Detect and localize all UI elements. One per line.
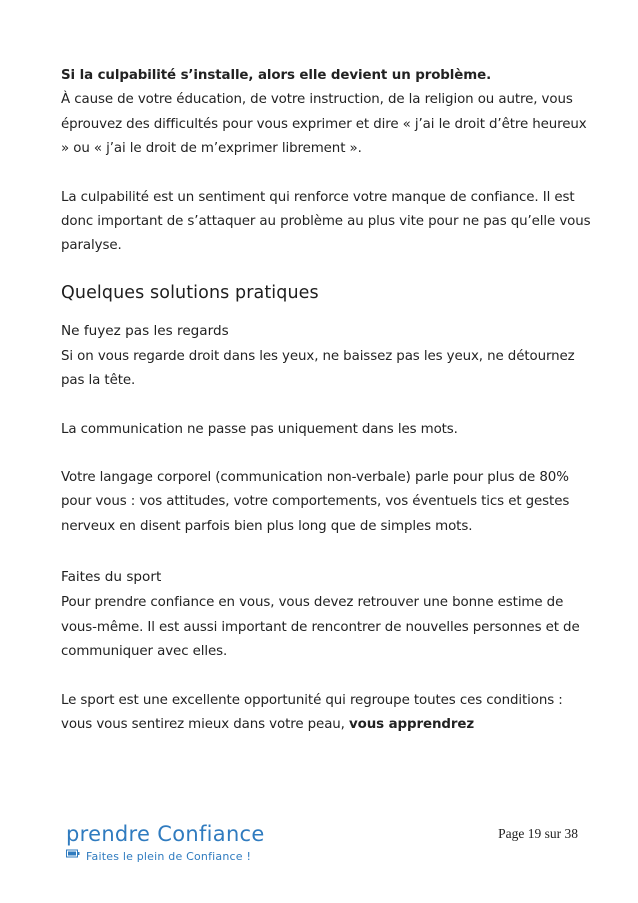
paragraph-regards-2: La communication ne passe pas uniquement dans les mots.: [61, 421, 458, 437]
paragraph-sport-1: Pour prendre confiance en vous, vous devez retrouver une bonne estime de vous-même. Il est aussi important de rencontrer de nouvelles personnes et de communiquer avec elles.: [61, 595, 580, 660]
footer-logo: [66, 822, 286, 870]
paragraph-text: À cause de votre éducation, de votre instruction, de la religion ou autre, vous éprouvez des difficultés pour vous exprimer et dire « j’ai le droit d’être heureux » ou « j’ai le droit de m’exprimer librement ».: [61, 92, 587, 157]
battery-icon: [66, 849, 80, 858]
page-number: Page 19 sur 38: [498, 826, 578, 841]
paragraph-bold-end: vous apprendrez: [349, 716, 475, 732]
paragraph-sport-2: [61, 689, 591, 738]
paragraph-regards-1: Si on vous regarde droit dans les yeux, ne baissez pas les yeux, ne détournez pas la tête.: [61, 348, 575, 389]
paragraph-text: Le sport est une excellente opportunité qui regroupe toutes ces conditions : vous vous sentirez mieux dans votre peau,: [61, 692, 563, 732]
paragraph-guilt-intro: [61, 64, 591, 162]
subsection-title-regards: Ne fuyez pas les regards: [61, 322, 229, 339]
section-title: Quelques solutions pratiques: [61, 282, 319, 303]
paragraph-regards-3: Votre langage corporel (communication non-verbale) parle pour plus de 80% pour vous : vos attitudes, votre comportements, vos éventuels tics et gestes nerveux en disent parfois bien plus long que de simples mots.: [61, 470, 570, 534]
logo-wordmark: prendre Confiance: [66, 822, 265, 846]
paragraph-bold-lead: Si la culpabilité s’installe, alors elle devient un problème.: [61, 68, 492, 83]
page-content: [61, 64, 591, 737]
subsection-title-sport: Faites du sport: [61, 569, 162, 586]
logo-tagline: Faites le plein de Confiance !: [86, 850, 252, 863]
paragraph-guilt-feeling: La culpabilité est un sentiment qui renforce votre manque de confiance. Il est donc important de s’attaquer au problème au plus vite pour ne pas qu’elle vous paralyse.: [61, 189, 591, 254]
